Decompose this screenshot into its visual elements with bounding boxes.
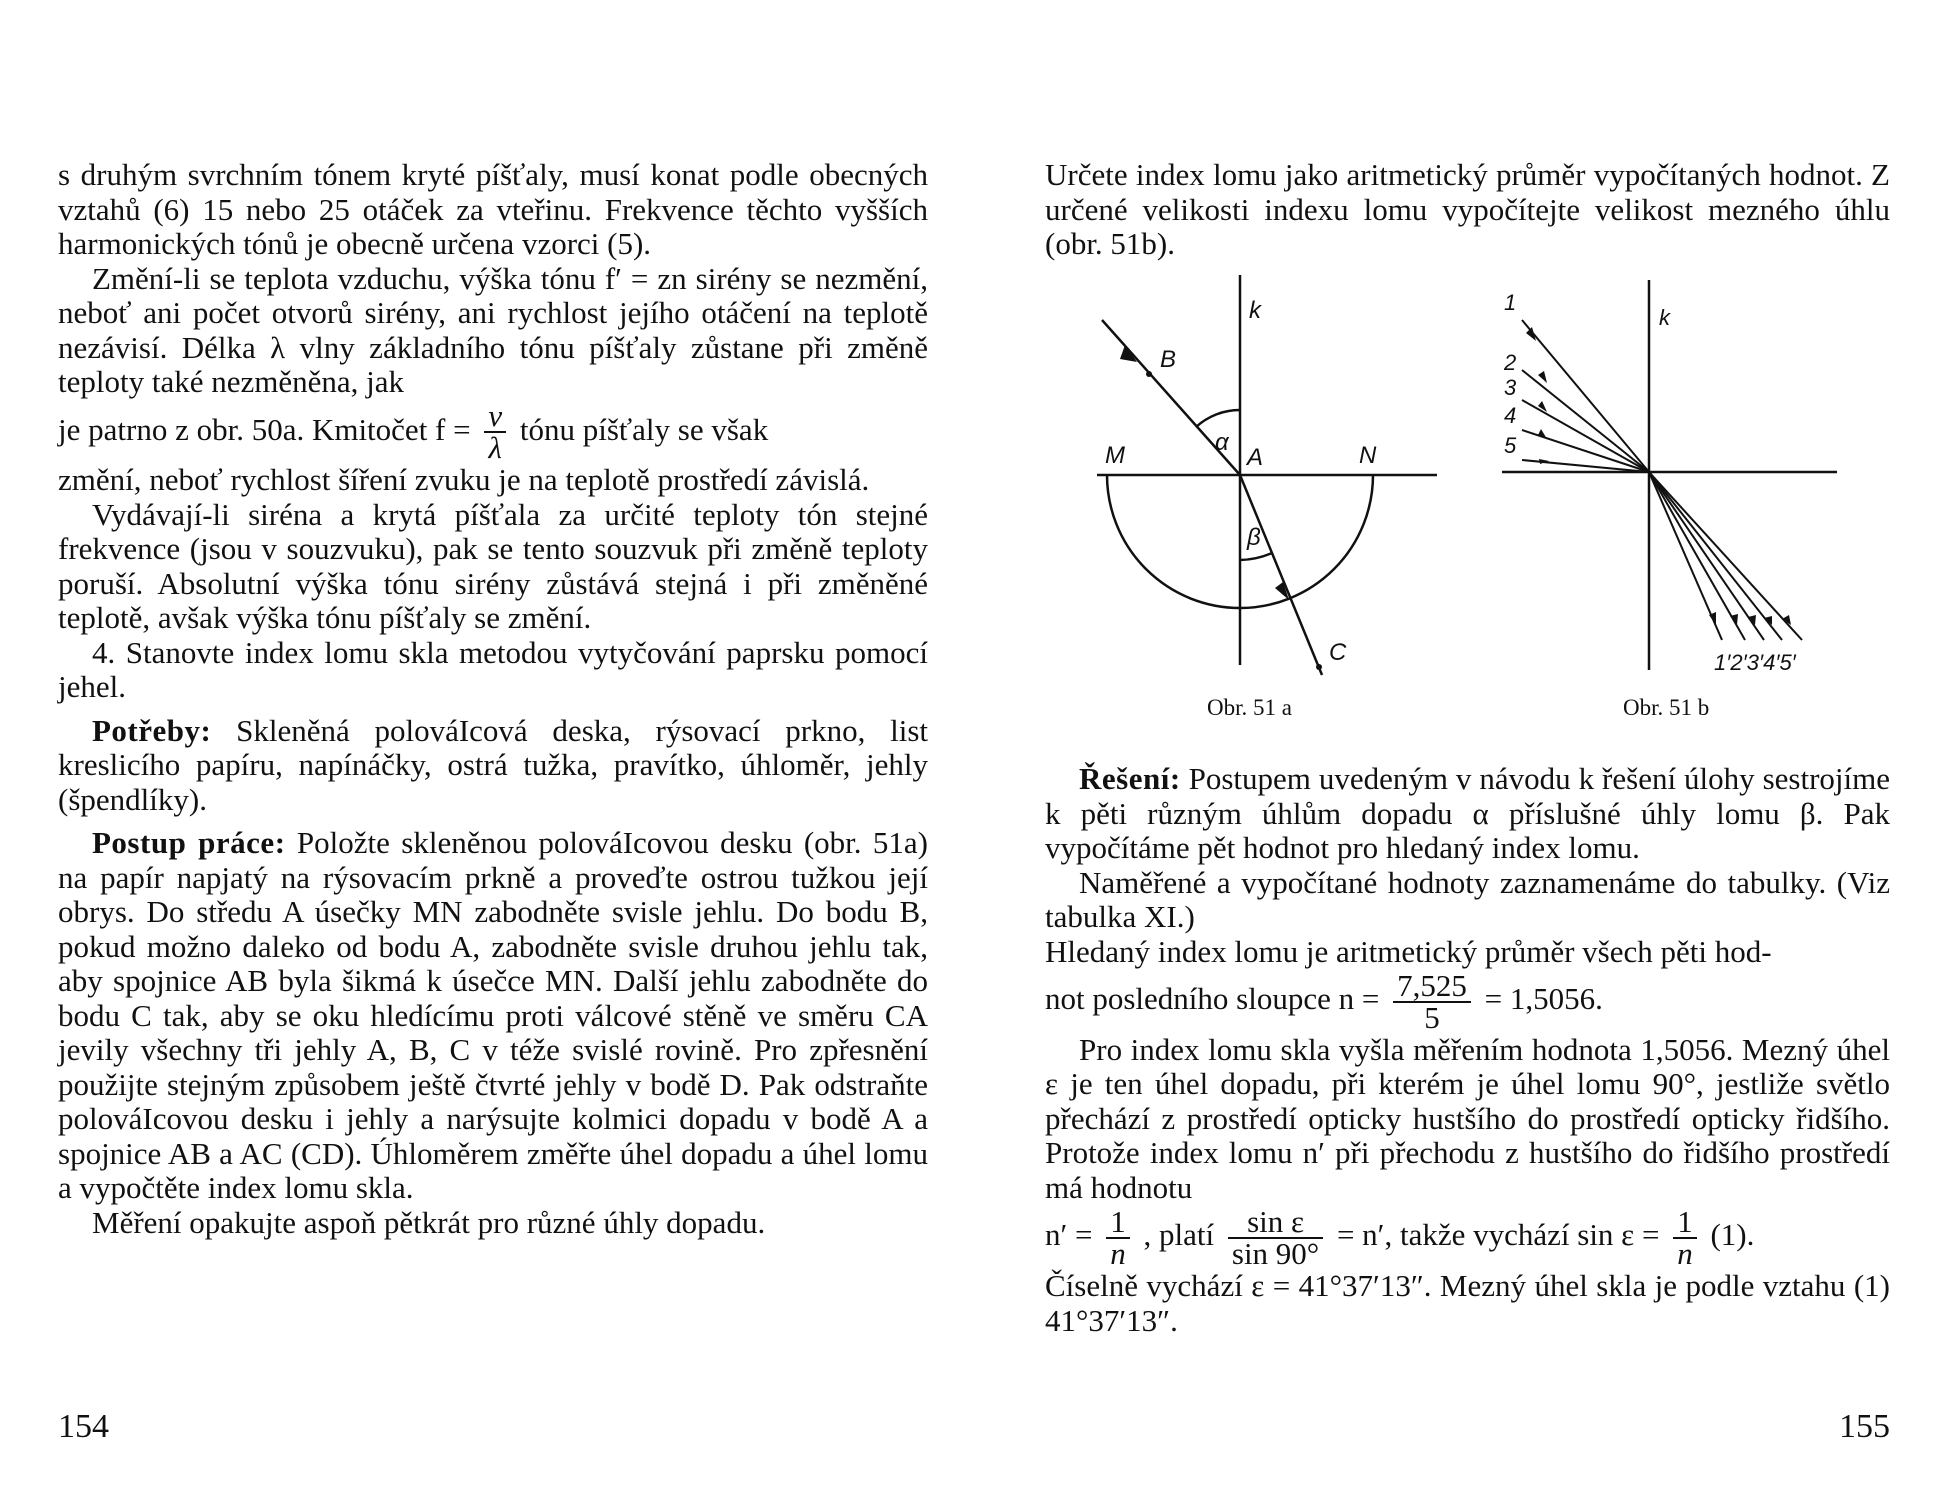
text: (1). bbox=[1710, 1217, 1755, 1253]
fraction-numerator: sin ε bbox=[1228, 1207, 1323, 1239]
paragraph bbox=[1045, 762, 1890, 866]
text: Skleněná polováIcová deska, rýsovací prkno, list kreslicího papíru, napínáčky, ostrá tužka, pravítko, úhloměr, jehly (špendlíky). bbox=[58, 712, 929, 817]
paragraph: Hledaný index lomu je aritmetický průměr všech pěti hod- bbox=[1045, 933, 1772, 969]
text: not posledního sloupce n = bbox=[1045, 981, 1380, 1016]
section-label: Postup práce: bbox=[92, 825, 286, 861]
fraction bbox=[1673, 1204, 1697, 1272]
left-column bbox=[58, 158, 928, 1240]
fraction bbox=[484, 398, 506, 466]
axis-label-k: k bbox=[1249, 297, 1261, 324]
paragraph: změní, neboť rychlost šíření zvuku je na teplotě prostředí závislá. bbox=[58, 462, 870, 498]
paragraph bbox=[58, 714, 928, 818]
formula-line bbox=[1045, 969, 1890, 1033]
text: n′ = bbox=[1045, 1217, 1093, 1253]
point-label-c: C bbox=[1329, 639, 1347, 666]
fraction bbox=[1106, 1204, 1130, 1272]
ray-label-2: 2 bbox=[1504, 350, 1517, 375]
paragraph: Změní-li se teplota vzduchu, výška tónu f′ = zn sirény se nezmění, neboť ani počet otvorů sirény, ani rychlost jejího otáčení na teplotě nezávisí. Délka λ vlny základního tónu píšťaly zůstane při změně teploty také nezměněna, jak bbox=[58, 260, 928, 399]
fraction-denominator: λ bbox=[488, 430, 502, 466]
paragraph: Vydávají-li siréna a krytá píšťala za určité teploty tón stejné frekvence (jsou v souzvuku), pak se tento souzvuk při změně teploty poruší. Absolutní výška tónu sirény zůstává stejná i při změněné teplotě, avšak výška tónu píšťaly se změní. bbox=[58, 496, 928, 636]
point-label-m: M bbox=[1105, 442, 1125, 469]
angle-label-beta: β bbox=[1247, 524, 1261, 551]
fraction-numerator: 1 bbox=[1106, 1207, 1130, 1239]
fraction-denominator: n bbox=[1677, 1236, 1693, 1272]
text: je patrno z obr. 50a. Kmitočet f = bbox=[58, 411, 471, 447]
paragraph: Číselně vychází ε = 41°37′13″. Mezný úhel skla je podle vztahu (1) 41°37′13″. bbox=[1045, 1268, 1890, 1338]
fraction-numerator: 1 bbox=[1673, 1207, 1697, 1239]
text: tónu píšťaly se však bbox=[519, 411, 769, 447]
page-number: 154 bbox=[58, 1408, 109, 1445]
critical-angle-diagram bbox=[1502, 275, 1862, 685]
text: = n′, takže vychází sin ε = bbox=[1336, 1217, 1660, 1253]
formula-line bbox=[58, 400, 928, 464]
right-page bbox=[977, 0, 1954, 1501]
paragraph: Měření opakujte aspoň pětkrát pro různé úhly dopadu. bbox=[92, 1204, 766, 1240]
page-number: 155 bbox=[1839, 1408, 1890, 1445]
fraction-numerator: v bbox=[484, 401, 506, 433]
figure-caption: Obr. 51 b bbox=[1623, 695, 1710, 720]
fraction bbox=[1228, 1204, 1323, 1272]
fraction bbox=[1393, 967, 1471, 1035]
paragraph bbox=[58, 826, 928, 1206]
fraction-numerator: 7,525 bbox=[1393, 971, 1471, 1003]
section-label: Potřeby: bbox=[92, 712, 212, 748]
figure-51a bbox=[1097, 270, 1457, 695]
refraction-diagram bbox=[1097, 270, 1457, 690]
ray-label-5: 5 bbox=[1504, 433, 1517, 458]
paragraph: Určete index lomu jako aritmetický průměr vypočítaných hodnot. Z určené velikosti indexu lomu vypočítejte velikost mezného úhlu (obr. 51b). bbox=[1045, 157, 1890, 261]
ray-label-3: 3 bbox=[1504, 375, 1517, 400]
point-label-n: N bbox=[1359, 442, 1377, 469]
paragraph: Naměřené a vypočítané hodnoty zaznamenáme do tabulky. (Viz tabulka XI.) bbox=[1045, 864, 1890, 934]
section-label: Řešení: bbox=[1079, 761, 1181, 796]
text: Postupem uvedeným v návodu k řešení úlohy sestrojíme k pěti různým úhlům dopadu α příslušné úhly lomu β. Pak vypočítáme pět hodnot pro hledaný index lomu. bbox=[1045, 761, 1890, 865]
paragraph: s druhým svrchním tónem kryté píšťaly, musí konat podle obecných vztahů (6) 15 nebo 25 otáček za vteřinu. Frekvence těchto vyšších harmonických tónů je obecně určena vzorci (5). bbox=[58, 157, 928, 261]
paragraph: 4. Stanovte index lomu skla metodou vytyčování paprsku pomocí jehel. bbox=[58, 634, 928, 705]
axis-label-k: k bbox=[1659, 305, 1670, 330]
fraction-denominator: sin 90° bbox=[1231, 1236, 1320, 1272]
text: , platí bbox=[1143, 1217, 1215, 1253]
text: Položte skleněnou polováIcovou desku (obr. 51a) na papír napjatý na rýsovacím prkně a proveďte ostrou tužkou její obrys. Do středu A úsečky MN zabodněte svisle jehlu. Do bodu B, pokud možno daleko od bodu A, zabodněte svisle druhou jehlu tak, aby spojnice AB byla šikmá k úsečce MN. Další jehlu zabodněte do bodu C tak, aby se oku hledícímu proti válcové stěně ve směru CA jevily všechny tři jehly A, B, C v téže svislé rovině. Pro zpřesnění použijte stejným způsobem ještě čtvrté jehly v bodě D. Pak odstraňte polováIcovou desku i jehly a narýsujte kolmici dopadu v bodě A a spojnice AB a AC (CD). Úhloměrem změřte úhel dopadu a úhel lomu a vypočtěte index lomu skla. bbox=[58, 825, 928, 1206]
formula-line bbox=[1045, 1204, 1890, 1272]
figure-caption: Obr. 51 a bbox=[1207, 695, 1292, 720]
fraction-denominator: 5 bbox=[1424, 999, 1440, 1035]
figure-51b bbox=[1502, 275, 1862, 690]
ray-label-4: 4 bbox=[1504, 403, 1517, 428]
text: = 1,5056. bbox=[1484, 981, 1603, 1016]
point-label-b: B bbox=[1160, 346, 1177, 373]
angle-label-alpha: α bbox=[1215, 429, 1229, 456]
ray-label-refracted: 1′2′3′4′5′ bbox=[1714, 650, 1796, 675]
right-column-bottom bbox=[1045, 762, 1890, 1338]
right-column-top bbox=[1045, 158, 1890, 262]
paragraph: Pro index lomu skla vyšla měřením hodnota 1,5056. Mezný úhel ε je ten úhel dopadu, při kterém je úhel lomu 90°, jestliže světlo přechází z prostředí opticky hustšího do prostředí opticky řidšího. Protože index lomu n′ při přechodu z hustšího do řidšího prostředí má hodnotu bbox=[1045, 1031, 1890, 1205]
ray-label-1: 1 bbox=[1504, 290, 1517, 315]
fraction-denominator: n bbox=[1110, 1236, 1126, 1272]
point-label-a: A bbox=[1247, 444, 1264, 471]
